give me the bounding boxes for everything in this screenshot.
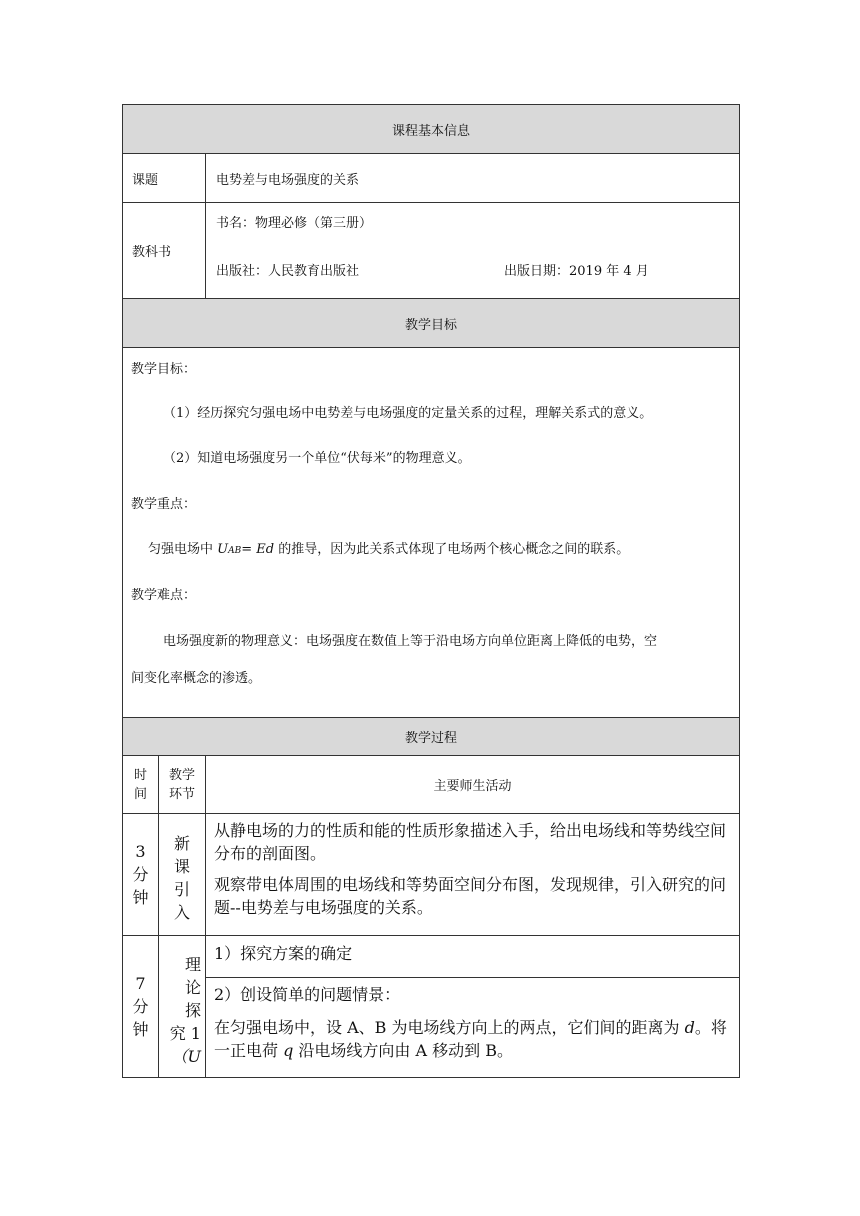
- row2-stage: [159, 936, 206, 1078]
- objective-2: （2）知道电场强度另一个单位“伏每米”的物理意义。: [163, 451, 471, 466]
- textbook-label: 教科书: [123, 203, 206, 299]
- column-header-activity: 主要师生活动: [206, 756, 740, 814]
- row2-stage-4: 究 1: [169, 1023, 201, 1043]
- topic-label: 课题: [123, 154, 206, 203]
- key-points-heading: 教学重点：: [131, 497, 197, 512]
- objectives-block: [123, 348, 740, 718]
- key-point-text-pre: 匀强电场中: [148, 542, 218, 557]
- scenario-text-b: 。将一正电荷: [214, 1018, 727, 1060]
- objective-1: （1）经历探究匀强电场中电势差与电场强度的定量关系的过程，理解关系式的意义。: [163, 406, 653, 421]
- difficulty-line-1: 电场强度新的物理意义：电场强度在数值上等于沿电场方向单位距离上降低的电势，空: [163, 634, 658, 649]
- publisher: 出版社：人民教育出版社: [216, 264, 360, 279]
- row2-scenario: [214, 1016, 733, 1062]
- column-header-stage: [159, 756, 206, 814]
- row2-time: [123, 936, 159, 1078]
- row1-para-2: 观察带电体周围的电场线和等势面空间分布图，发现规律，引入研究的问题--电势差与电场强度的关系。: [214, 875, 727, 917]
- row2-time-2: 分: [132, 997, 149, 1016]
- formula-u: U: [217, 542, 229, 557]
- row2-stage-3: 探: [184, 1000, 201, 1020]
- textbook-info: [206, 203, 740, 299]
- row2-stage-1: 理: [184, 954, 201, 974]
- row1-stage: [159, 814, 206, 936]
- scenario-text-c: 沿电场线方向由 A 移动到 B。: [293, 1041, 514, 1060]
- row2-step-2: 2）创设简单的问题情景：: [214, 985, 401, 1004]
- time-char-2: 间: [133, 786, 147, 802]
- stage-line-1: 教学: [168, 767, 195, 783]
- scenario-var-d: d: [684, 1018, 695, 1037]
- row2-stage-2: 论: [184, 977, 201, 997]
- key-point-text-post: 的推导，因为此关系式体现了电场两个核心概念之间的联系。: [274, 542, 630, 557]
- row1-stage-1: 新: [173, 833, 190, 853]
- formula-equals: =: [241, 542, 257, 557]
- row2-time-1: 7: [135, 974, 146, 993]
- lesson-plan-table: [122, 104, 740, 1078]
- section-header-objectives: 教学目标: [123, 299, 740, 348]
- book-name: 书名：物理必修（第三册）: [216, 216, 373, 231]
- publication-date: 出版日期：2019 年 4 月: [504, 264, 649, 279]
- formula-subscript: AB: [228, 546, 242, 556]
- row1-time: [123, 814, 159, 936]
- scenario-text-a: 在匀强电场中，设 A、B 为电场线方向上的两点，它们间的距离为: [214, 1018, 685, 1037]
- topic-value: 电势差与电场强度的关系: [206, 154, 740, 203]
- time-char-1: 时: [133, 767, 147, 783]
- objectives-heading: 教学目标：: [131, 362, 197, 377]
- row1-para-1: 从静电场的力的性质和能的性质形象描述入手，给出电场线和等势线空间分布的剖面图。: [214, 821, 727, 863]
- row2-step-2-block: [206, 978, 739, 1062]
- row2-time-3: 钟: [132, 1020, 149, 1039]
- row2-activity: [206, 936, 740, 1078]
- formula-ed: Ed: [256, 542, 275, 557]
- row1-activity: [206, 814, 740, 936]
- section-header-basic-info: 课程基本信息: [123, 105, 740, 154]
- row1-stage-3: 引: [173, 879, 190, 899]
- row1-stage-2: 课: [173, 856, 190, 876]
- stage-line-2: 环节: [168, 786, 195, 802]
- row1-stage-4: 入: [173, 902, 190, 922]
- difficulty-heading: 教学难点：: [131, 588, 197, 603]
- row1-time-2: 分: [132, 865, 149, 884]
- publisher-line: [216, 260, 739, 280]
- key-point: [131, 538, 731, 557]
- difficulty-line-2: 间变化率概念的渗透。: [131, 671, 262, 686]
- row2-step-1: 1）探究方案的确定: [206, 936, 739, 978]
- row1-time-1: 3: [135, 842, 146, 861]
- column-header-time: [123, 756, 159, 814]
- row1-time-3: 钟: [132, 888, 149, 907]
- section-header-process: 教学过程: [123, 718, 740, 756]
- scenario-var-q: q: [283, 1041, 294, 1060]
- row2-stage-5: （U: [171, 1046, 201, 1066]
